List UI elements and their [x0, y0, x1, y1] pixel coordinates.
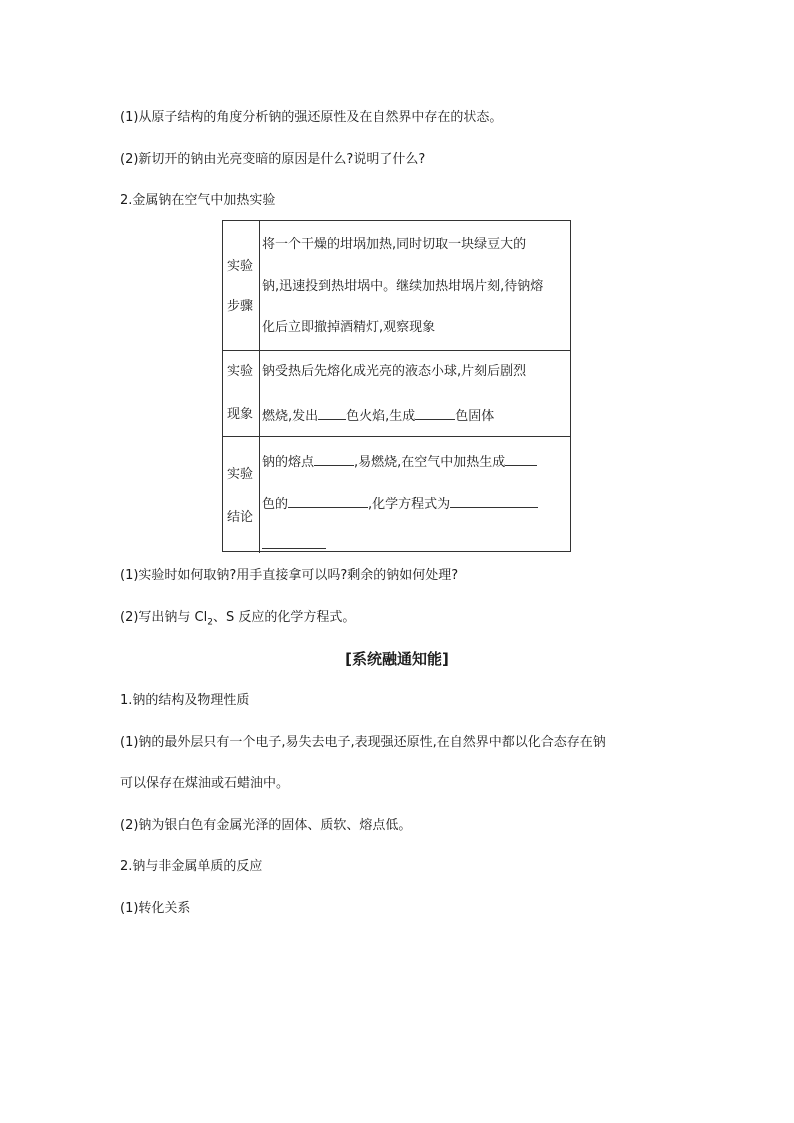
- phenomena-content: 钠受热后先熔化成光亮的液态小球,片刻后剧烈 燃烧,发出 色火焰,生成 色固体: [262, 364, 527, 424]
- knowledge-1-para-1-line-2: 可以保存在煤油或石蜡油中。: [120, 776, 290, 791]
- row-label-conclusion: 实验 结论: [223, 437, 260, 553]
- blank-product: [288, 493, 368, 508]
- question-take-sodium: (1)实验时如何取钠?用手直接拿可以吗?剩余的钠如何处理?: [120, 568, 459, 583]
- table-row-conclusion: [223, 437, 570, 553]
- row-label-steps: 实验 步骤: [223, 221, 260, 350]
- experiment-table: [222, 220, 571, 552]
- section-heating-experiment: 2.金属钠在空气中加热实验: [120, 193, 276, 208]
- conclusion-content: 钠的熔点 ,易燃烧,在空气中加热生成 色的 ,化学方程式为: [261, 437, 570, 553]
- blank-melting-point: [314, 451, 354, 466]
- blank-equation-1: [450, 493, 538, 508]
- question-equations: (2)写出钠与 $Cl_2$、S 反应的化学方程式。: [120, 610, 356, 628]
- blank-product-color: [505, 451, 537, 466]
- question-tarnish: (2)新切开的钠由光亮变暗的原因是什么?说明了什么?: [120, 152, 426, 167]
- blank-equation-2: [262, 534, 326, 549]
- section-heading: [系统融通知能]: [345, 650, 449, 668]
- question-atomic-structure: (1)从原子结构的角度分析钠的强还原性及在自然界中存在的状态。: [120, 110, 503, 125]
- blank-flame-color: [318, 405, 346, 420]
- table-row-steps: [223, 221, 570, 351]
- blank-solid-color: [415, 405, 455, 420]
- steps-content: 将一个干燥的坩埚加热,同时切取一块绿豆大的 钠,迅速投到热坩埚中。继续加热坩埚片刻,待钠熔 化后立即撤掉酒精灯,观察现象: [262, 237, 544, 335]
- row-label-phenomena: 实验 现象: [223, 351, 260, 436]
- knowledge-2-title: 2.钠与非金属单质的反应: [120, 859, 263, 874]
- knowledge-1-para-1-line-1: (1)钠的最外层只有一个电子,易失去电子,表现强还原性,在自然界中都以化合态存在钠: [120, 735, 606, 750]
- table-row-phenomena: [223, 351, 570, 437]
- knowledge-2-para-1: (1)转化关系: [120, 901, 191, 916]
- knowledge-1-title: 1.钠的结构及物理性质: [120, 693, 250, 708]
- knowledge-1-para-2: (2)钠为银白色有金属光泽的固体、质软、熔点低。: [120, 818, 412, 833]
